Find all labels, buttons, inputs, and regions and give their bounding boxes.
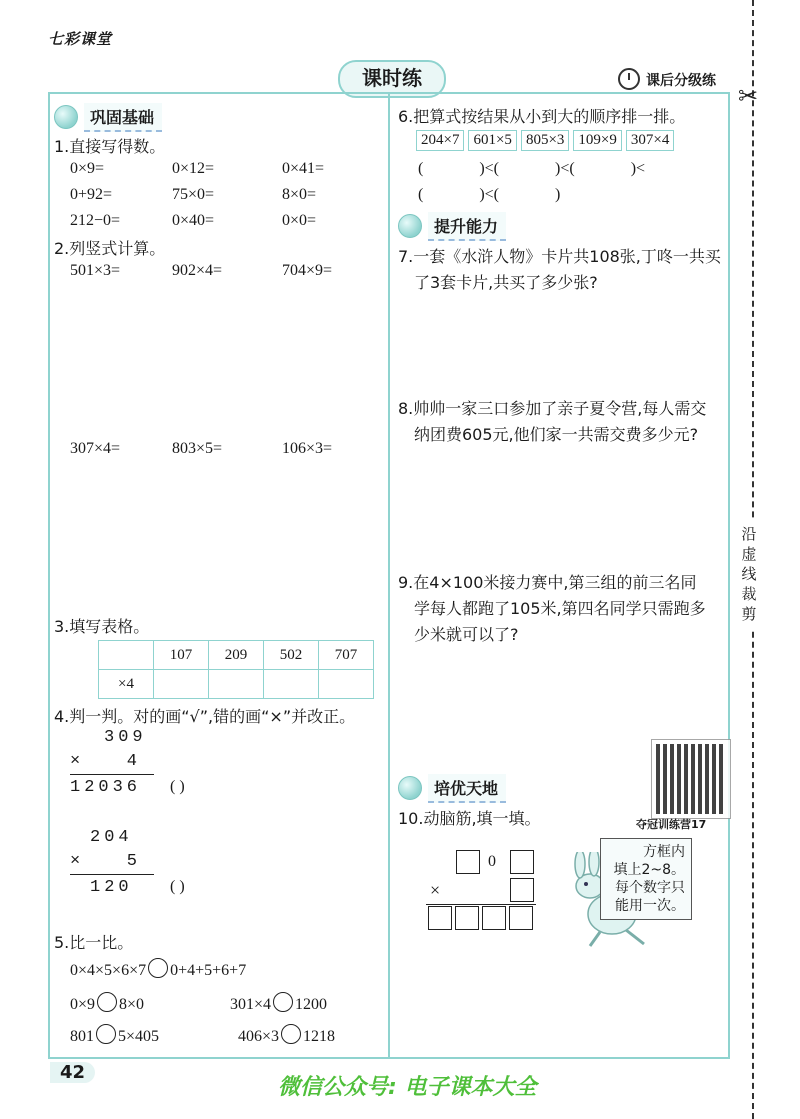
q5-item [238, 1024, 335, 1046]
q5-item [70, 1024, 159, 1046]
section-improve [398, 212, 506, 240]
q3-header: 502 [264, 641, 319, 670]
q3-header: 707 [319, 641, 374, 670]
q2-item: 902×4= [172, 262, 223, 279]
section-advanced-label: 培优天地 [428, 774, 506, 803]
note-line: 方框内 [643, 844, 685, 860]
page-number: 42 [50, 1062, 95, 1083]
level-text: 课后分级练 [646, 73, 716, 89]
q6-items [416, 130, 674, 151]
q1-cell: 8×0= [282, 186, 317, 203]
q6-item: 805×3 [521, 130, 569, 151]
q1-cell: 0+92= [70, 186, 113, 203]
clock-icon [618, 68, 640, 90]
q10-title: 10.动脑筋,填一填。 [398, 809, 541, 828]
q2-item: 307×4= [70, 440, 121, 457]
q1-title: 1.直接写得数。 [54, 137, 166, 156]
q5-right: 8×0 [119, 996, 145, 1013]
q1-cell: 0×41= [282, 160, 325, 177]
column-divider [388, 92, 390, 1059]
q3-table [98, 640, 374, 699]
q3-title: 3.填写表格。 [54, 617, 150, 636]
section-ball-icon [54, 105, 78, 129]
cut-label-text: 沿虚线裁剪 [741, 525, 757, 623]
q5-left: 801 [70, 1028, 94, 1045]
puzzle-box[interactable] [510, 878, 534, 902]
puzzle-zero: 0 [488, 853, 496, 870]
q2-item: 803×5= [172, 440, 223, 457]
q6-item: 601×5 [468, 130, 516, 151]
q9-line: 少米就可以了? [414, 625, 519, 644]
puzzle-box[interactable] [456, 850, 480, 874]
q1-cell: 0×0= [282, 212, 317, 229]
scissors-icon: ✂ [738, 84, 759, 110]
puzzle-box[interactable] [509, 906, 533, 930]
q9-line: 9.在4×100米接力赛中,第三组的前三名同 [398, 573, 697, 592]
q6-item: 109×9 [573, 130, 621, 151]
q5-right: 0+4+5+6+7 [170, 962, 247, 979]
q5-title: 5.比一比。 [54, 933, 134, 952]
q5-left: 406×3 [238, 1028, 280, 1045]
q5-right: 1200 [295, 996, 328, 1013]
q1-cell: 212−0= [70, 212, 121, 229]
section-ball-icon [398, 776, 422, 800]
q2-item: 106×3= [282, 440, 333, 457]
footer-text: 微信公众号: 电子课本大全 [278, 1075, 537, 1100]
compare-circle[interactable] [96, 1024, 116, 1044]
q4a-answer[interactable]: ( ) [170, 778, 185, 795]
q5-row1 [70, 958, 246, 980]
puzzle-box[interactable] [510, 850, 534, 874]
q4b-top: 204 [90, 828, 133, 847]
page-title: 课时练 [338, 60, 446, 98]
section-advanced [398, 774, 506, 802]
q1-cell: 0×40= [172, 212, 215, 229]
cut-label [738, 520, 760, 628]
compare-circle[interactable] [281, 1024, 301, 1044]
section-ball-icon [398, 214, 422, 238]
q1-cell: 0×12= [172, 160, 215, 177]
note-line: 能用一次。 [615, 898, 685, 914]
q3-answer-cell[interactable] [209, 670, 264, 699]
q9-line: 学每人都跑了105米,第四名同学只需跑多 [414, 599, 706, 618]
q2-item: 501×3= [70, 262, 121, 279]
note-line: 填上2~8。 [613, 862, 685, 878]
q5-item [230, 992, 327, 1014]
compare-circle[interactable] [148, 958, 168, 978]
q5-left: 301×4 [230, 996, 272, 1013]
q5-left: 0×4×5×6×7 [70, 962, 147, 979]
section-improve-label: 提升能力 [428, 212, 506, 241]
q4b-line [70, 874, 154, 875]
q3-row-label: ×4 [99, 670, 154, 699]
q1-cell: 75×0= [172, 186, 215, 203]
q6-title: 6.把算式按结果从小到大的顺序排一排。 [398, 107, 686, 126]
puzzle-box[interactable] [428, 906, 452, 930]
q4a-top: 309 [104, 728, 147, 747]
q8-line: 纳团费605元,他们家一共需交费多少元? [414, 425, 699, 444]
puzzle-box[interactable] [455, 906, 479, 930]
q6-item: 307×4 [626, 130, 674, 151]
qr-code[interactable] [652, 740, 730, 818]
puzzle-note [600, 838, 692, 920]
q4-title: 4.判一判。对的画“√”,错的画“×”并改正。 [54, 707, 356, 726]
compare-circle[interactable] [97, 992, 117, 1012]
puzzle-line [426, 904, 536, 905]
q7-line: 了3套卡片,共买了多少张? [414, 273, 598, 292]
puzzle-box[interactable] [482, 906, 506, 930]
q4a-multiplier: × 4 [70, 752, 142, 771]
qr-label: 夺冠训练营17 [636, 818, 707, 831]
q6-answer-line1[interactable]: ( )<( )<( )< [418, 160, 646, 177]
q2-title: 2.列竖式计算。 [54, 239, 166, 258]
q3-header: 107 [154, 641, 209, 670]
q4a-result: 12036 [70, 778, 142, 797]
q5-right: 1218 [303, 1028, 336, 1045]
q2-item: 704×9= [282, 262, 333, 279]
q4a-line [70, 774, 154, 775]
q8-line: 8.帅帅一家三口参加了亲子夏令营,每人需交 [398, 399, 707, 418]
note-line: 每个数字只 [615, 880, 685, 896]
brand-logo: 七彩课堂 [48, 30, 113, 48]
q6-answer-line2[interactable]: ( )<( ) [418, 186, 561, 203]
q3-answer-cell[interactable] [154, 670, 209, 699]
q5-item [70, 992, 144, 1014]
section-basic [54, 103, 162, 131]
compare-circle[interactable] [273, 992, 293, 1012]
level-label [618, 68, 716, 90]
q5-left: 0×9 [70, 996, 96, 1013]
q3-header: 209 [209, 641, 264, 670]
q4b-multiplier: × 5 [70, 852, 142, 871]
puzzle-times: × [430, 880, 441, 900]
q3-answer-cell[interactable] [264, 670, 319, 699]
q4b-result: 120 [90, 878, 133, 897]
q3-header-blank [99, 641, 154, 670]
q3-answer-cell[interactable] [319, 670, 374, 699]
section-basic-label: 巩固基础 [84, 103, 162, 132]
q7-line: 7.一套《水浒人物》卡片共108张,丁咚一共买 [398, 247, 721, 266]
q5-right: 5×405 [118, 1028, 160, 1045]
q1-cell: 0×9= [70, 160, 105, 177]
q6-item: 204×7 [416, 130, 464, 151]
q4b-answer[interactable]: ( ) [170, 878, 185, 895]
